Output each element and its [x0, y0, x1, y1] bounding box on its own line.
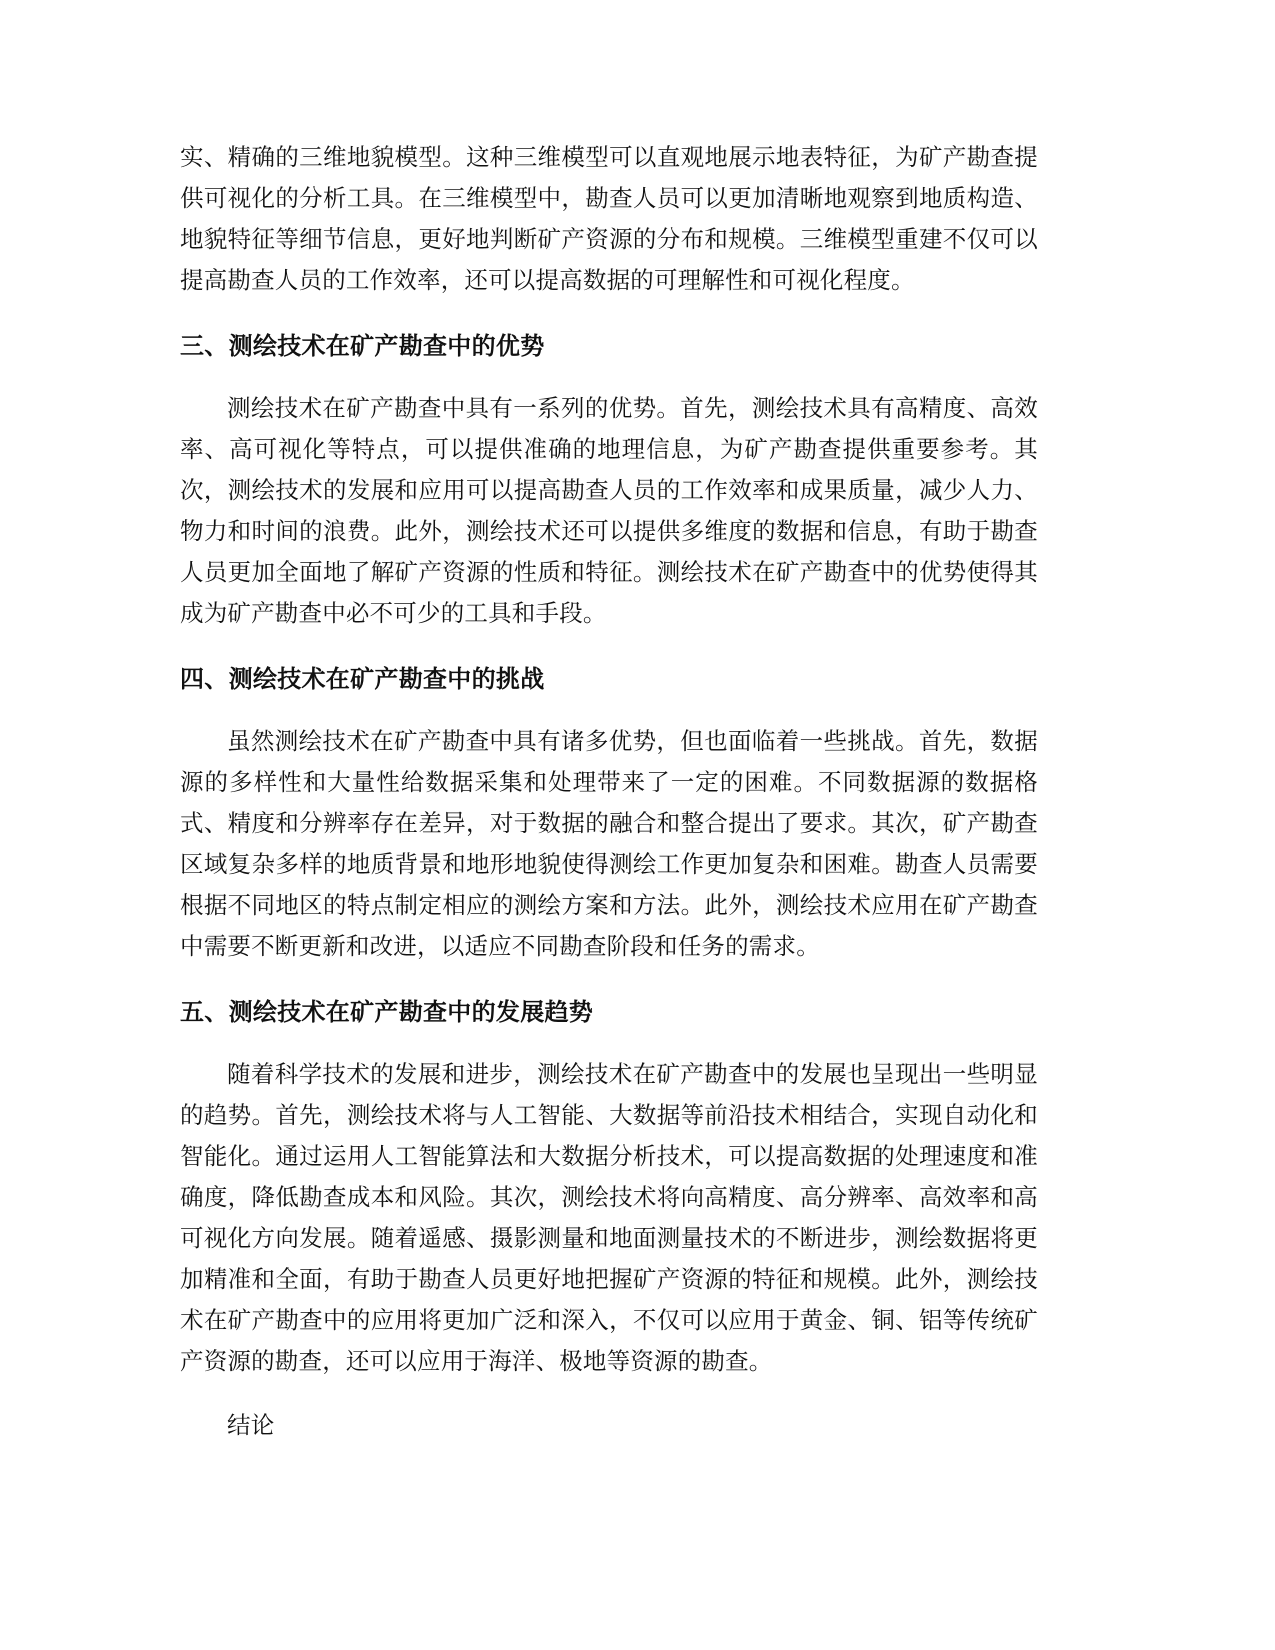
conclusion-label: 结论	[227, 1411, 275, 1439]
section-heading-trends: 五、测绘技术在矿产勘查中的发展趋势	[180, 998, 594, 1026]
section-paragraph-challenges: 虽然测绘技术在矿产勘查中具有诸多优势，但也面临着一些挑战。首先，数据源的多样性和大量性给数据采集和处理带来了一定的困难。不同数据源的数据格式、精度和分辨率存在差异，对于数据的融合和整合提出了要求。其次，矿产勘查区域复杂多样的地质背景和地形地貌使得测绘工作更加复杂和困难。勘查人员需要根据不同地区的特点制定相应的测绘方案和方法。此外，测绘技术应用在矿产勘查中需要不断更新和改进，以适应不同勘查阶段和任务的需求。	[180, 727, 1038, 960]
section-heading-challenges: 四、测绘技术在矿产勘查中的挑战	[180, 665, 545, 693]
section-paragraph-advantages: 测绘技术在矿产勘查中具有一系列的优势。首先，测绘技术具有高精度、高效率、高可视化等特点，可以提供准确的地理信息，为矿产勘查提供重要参考。其次，测绘技术的发展和应用可以提高勘查人员的工作效率和成果质量，减少人力、物力和时间的浪费。此外，测绘技术还可以提供多维度的数据和信息，有助于勘查人员更加全面地了解矿产资源的性质和特征。测绘技术在矿产勘查中的优势使得其成为矿产勘查中必不可少的工具和手段。	[180, 394, 1038, 627]
intro-paragraph: 实、精确的三维地貌模型。这种三维模型可以直观地展示地表特征，为矿产勘查提供可视化的分析工具。在三维模型中，勘查人员可以更加清晰地观察到地质构造、地貌特征等细节信息，更好地判断矿产资源的分布和规模。三维模型重建不仅可以提高勘查人员的工作效率，还可以提高数据的可理解性和可视化程度。	[180, 143, 1038, 294]
section-paragraph-trends: 随着科学技术的发展和进步，测绘技术在矿产勘查中的发展也呈现出一些明显的趋势。首先，测绘技术将与人工智能、大数据等前沿技术相结合，实现自动化和智能化。通过运用人工智能算法和大数据分析技术，可以提高数据的处理速度和准确度，降低勘查成本和风险。其次，测绘技术将向高精度、高分辨率、高效率和高可视化方向发展。随着遥感、摄影测量和地面测量技术的不断进步，测绘数据将更加精准和全面，有助于勘查人员更好地把握矿产资源的特征和规模。此外，测绘技术在矿产勘查中的应用将更加广泛和深入，不仅可以应用于黄金、铜、铝等传统矿产资源的勘查，还可以应用于海洋、极地等资源的勘查。	[180, 1060, 1038, 1375]
section-heading-advantages: 三、测绘技术在矿产勘查中的优势	[180, 332, 545, 360]
document-page	[180, 137, 1038, 1446]
